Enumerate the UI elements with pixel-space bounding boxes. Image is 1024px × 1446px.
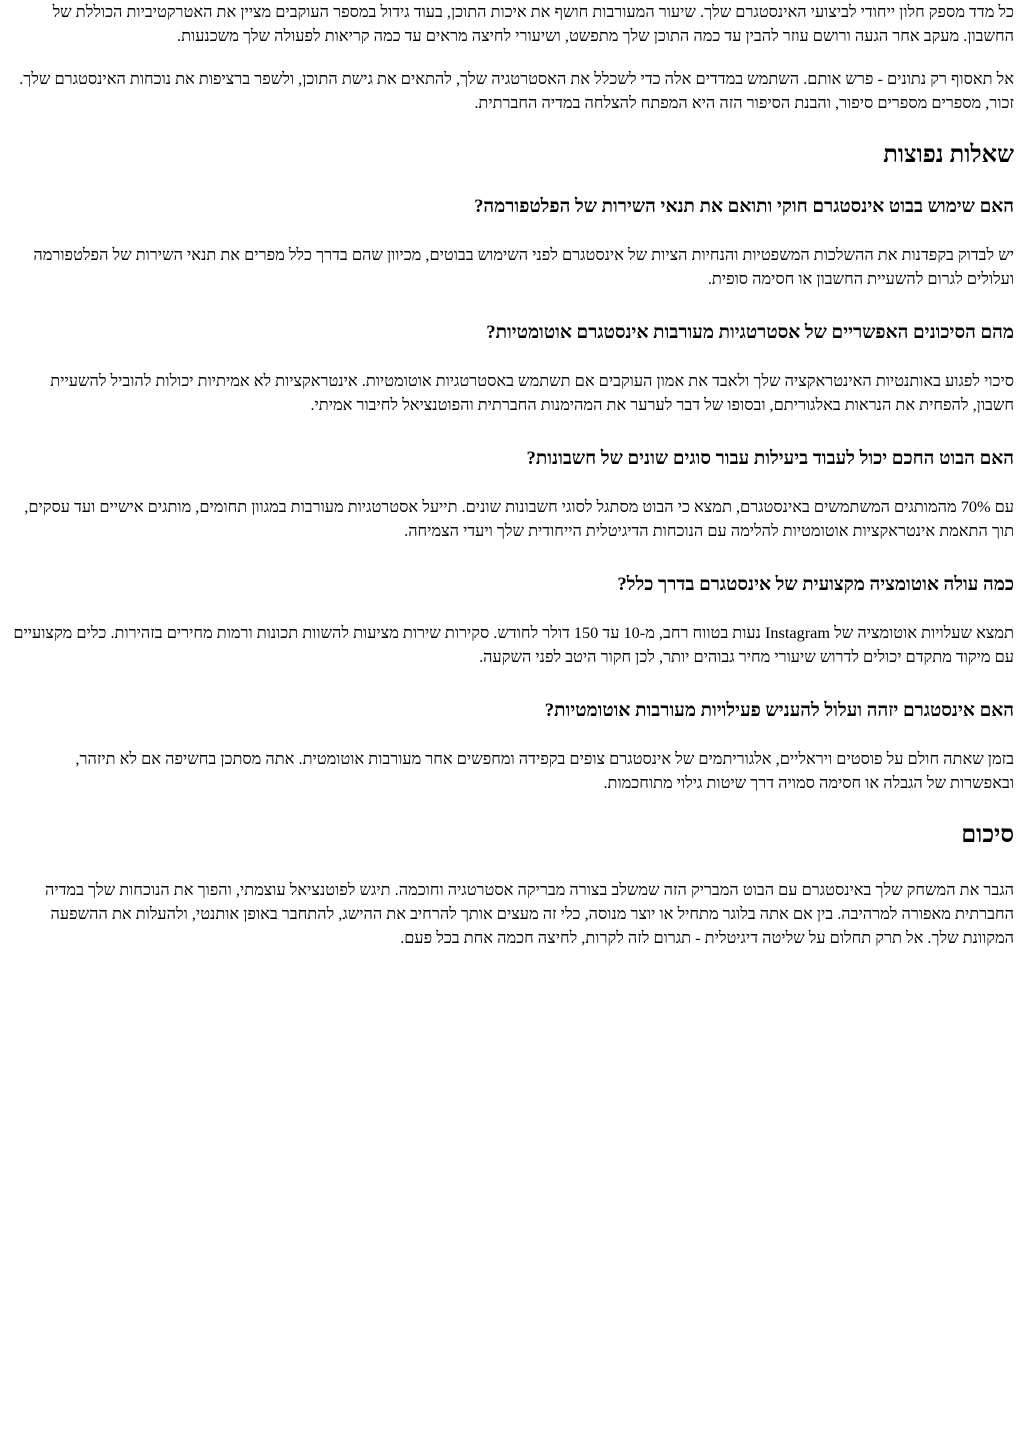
- faq-answer: בזמן שאתה חולם על פוסטים ויראליים, אלגוריתמים של אינסטגרם צופים בקפידה ומחפשים אחר מעורבות אוטומטית. אתה מסתכן בחשיפה אם לא תיזהר, ובאפשרות של הגבלה או חסימה סמויה דרך שיטות גילוי מתוחכמות.: [75, 749, 1014, 792]
- intro-paragraph: אל תאסוף רק נתונים - פרש אותם. השתמש במדדים אלה כדי לשכלל את האסטרטגיה שלך, להתאים את גישת התוכן, ולשפר ברציפות את נוכחות האינסטגרם שלך. זכור, מספרים מספרים סיפור, והבנת הסיפור הזה היא המפתח להצלחה במדיה החברתית.: [19, 69, 1014, 112]
- intro-paragraph: כל מדד מספק חלון ייחודי לביצועי האינסטגרם שלך. שיעור המעורבות חושף את איכות התוכן, בעוד גידול במספר העוקבים מציין את האטרקטיביות הכוללת של החשבון. מעקב אחר הגעה ורושם עוזר להבין עד כמה התוכן שלך מתפשט, ושיעורי לחיצה מראים עד כמה קריאות לפעולה שלך משכנעות.: [52, 2, 1014, 45]
- faq-question: כמה עולה אוטומציה מקצועית של אינסטגרם בדרך כלל?: [617, 574, 1014, 595]
- summary-paragraph: הגבר את המשחק שלך באינסטגרם עם הבוט המבריק הזה שמשלב בצורה מבריקה אסטרטגיה וחוכמה. תיגש לפוטנציאל עוצמתי, והפוך את הנוכחות שלך במדיה החברתית מאפורה למרהיבה. בין אם אתה בלוגר מתחיל או יוצר מנוסה, כלי זה מעצים אותך להרחיב את ההישג, להתחבר באופן אותנטי, ולהעלות את ההשפעה המקוונת שלך. אל תרק תחלום על שליטה דיגיטלית - תגרום לזה לקרות, לחיצה חכמה אחת בכל פעם.: [44, 880, 1014, 947]
- faq-answer: תמצא שעלויות אוטומציה של Instagram נעות בטווח רחב, מ-10 עד 150 דולר לחודש. סקירות שירות מציעות להשוות תכונות ורמות מחירים בזהירות. כלים מקצועיים עם מיקוד מתקדם יכולים לדרוש שיעורי מחיר גבוהים יותר, לכן חקור היטב לפני השקעה.: [13, 623, 1014, 666]
- summary-heading: סיכום: [961, 822, 1014, 848]
- faq-question: האם אינסטגרם יזהה ועלול להעניש פעילויות מעורבות אוטומטיות?: [544, 700, 1014, 721]
- faq-heading: שאלות נפוצות: [883, 142, 1014, 168]
- faq-item: [10, 194, 1014, 291]
- faq-question: מהם הסיכונים האפשריים של אסטרטגיות מעורבות אינסטגרם אוטומטיות?: [486, 322, 1014, 343]
- faq-item: [10, 446, 1014, 543]
- faq-question: האם שימוש בבוט אינסטגרם חוקי ותואם את תנאי השירות של הפלטפורמה?: [474, 196, 1014, 217]
- faq-item: [10, 698, 1014, 795]
- faq-answer: יש לבדוק בקפדנות את ההשלכות המשפטיות והנחיות הציות של אינסטגרם לפני השימוש בבוטים, מכיוון שהם בדרך כלל מפרים את תנאי השירות של הפלטפורמה ועלולים לגרום להשעיית החשבון או חסימה סופית.: [33, 245, 1014, 288]
- faq-answer: סיכוי לפגוע באותנטיות האינטראקציה שלך ולאבד את אמון העוקבים אם תשתמש באסטרטגיות אוטומטיות. אינטראקציות לא אמיתיות יכולות להוביל להשעיית חשבון, להפחית את הנראות באלגוריתם, ובסופו של דבר לערער את המהימנות החברתית והפוטנציאל לחיבור אמיתי.: [50, 371, 1014, 414]
- faq-answer: עם 70% מהמותגים המשתמשים באינסטגרם, תמצא כי הבוט מסתגל לסוגי חשבונות שונים. תייעל אסטרטגיות מעורבות במגוון תחומים, מותגים אישיים ועד עסקים, תוך התאמת אינטראקציות אוטומטיות להלימה עם הנוכחות הדיגיטלית הייחודית שלך ויעדי הצמיחה.: [24, 497, 1014, 540]
- faq-item: [10, 320, 1014, 417]
- faq-question: האם הבוט החכם יכול לעבוד ביעילות עבור סוגים שונים של חשבונות?: [526, 448, 1014, 469]
- faq-item: [10, 572, 1014, 669]
